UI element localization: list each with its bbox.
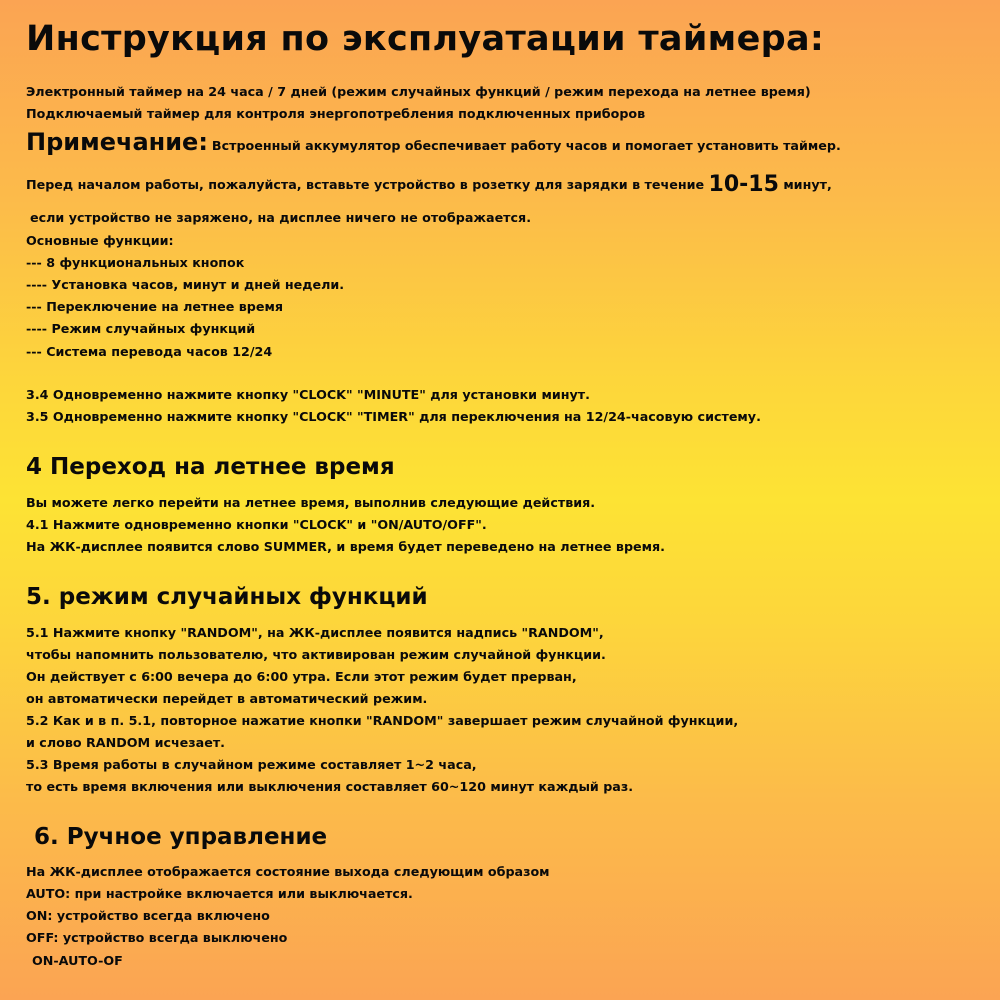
function-item: ---- Установка часов, минут и дней недели.: [26, 277, 345, 292]
note-label: Примечание:: [26, 128, 208, 156]
section-6-line: ON: устройство всегда включено: [26, 908, 270, 923]
note-text: Встроенный аккумулятор обеспечивает работу часов и помогает установить таймер.: [211, 138, 841, 153]
section-6-line: На ЖК-дисплее отображается состояние выхода следующим образом: [26, 864, 550, 879]
section-5-line: Он действует с 6:00 вечера до 6:00 утра. Если этот режим будет прерван,: [26, 669, 577, 684]
section-5-line: 5.1 Нажмите кнопку "RANDOM", на ЖК-дисплее появится надпись "RANDOM",: [26, 625, 604, 640]
section-5-line: 5.2 Как и в п. 5.1, повторное нажатие кнопки "RANDOM" завершает режим случайной функции,: [26, 713, 739, 728]
section-5-heading: 5. режим случайных функций: [26, 584, 428, 610]
section-4-heading: 4 Переход на летнее время: [26, 454, 395, 480]
section-4-line: 4.1 Нажмите одновременно кнопки "CLOCK" и "ON/AUTO/OFF".: [26, 517, 487, 532]
note-block: [26, 130, 841, 154]
functions-header: Основные функции:: [26, 233, 174, 248]
function-item: --- Переключение на летнее время: [26, 299, 283, 314]
section-5-line: то есть время включения или выключения составляет 60~120 минут каждый раз.: [26, 779, 634, 794]
section-6-line: OFF: устройство всегда выключено: [26, 930, 288, 945]
section-4-line: Вы можете легко перейти на летнее время, выполнив следующие действия.: [26, 495, 596, 510]
section-6-line: AUTO: при настройке включается или выключается.: [26, 886, 413, 901]
step-3-4: 3.4 Одновременно нажмите кнопку "CLOCK" "MINUTE" для установки минут.: [26, 387, 590, 402]
charge-text-before: Перед началом работы, пожалуйста, вставьте устройство в розетку для зарядки в течение: [26, 177, 705, 192]
charge-minutes: 10-15: [708, 172, 779, 197]
step-3-5: 3.5 Одновременно нажмите кнопку "CLOCK" "TIMER" для переключения на 12/24-часовую систему.: [26, 409, 761, 424]
charge-text-after: минут,: [783, 177, 832, 192]
section-6-line: ON-AUTO-OF: [32, 953, 123, 968]
intro-line-1: Электронный таймер на 24 часа / 7 дней (режим случайных функций / режим перехода на летнее время): [26, 84, 811, 99]
intro-line-2: Подключаемый таймер для контроля энергопотребления подключенных приборов: [26, 106, 646, 121]
function-item: --- 8 функциональных кнопок: [26, 255, 245, 270]
charge-line-1: [26, 174, 832, 196]
function-item: ---- Режим случайных функций: [26, 321, 256, 336]
section-6-heading: 6. Ручное управление: [34, 824, 328, 850]
section-5-line: 5.3 Время работы в случайном режиме составляет 1~2 часа,: [26, 757, 477, 772]
function-item: --- Система перевода часов 12/24: [26, 344, 273, 359]
section-5-line: чтобы напомнить пользователю, что активирован режим случайной функции.: [26, 647, 606, 662]
section-4-line: На ЖК-дисплее появится слово SUMMER, и время будет переведено на летнее время.: [26, 539, 665, 554]
page-title: Инструкция по эксплуатации таймера:: [26, 19, 825, 59]
charge-line-2: если устройство не заряжено, на дисплее ничего не отображается.: [30, 210, 532, 225]
section-5-line: он автоматически перейдет в автоматический режим.: [26, 691, 428, 706]
section-5-line: и слово RANDOM исчезает.: [26, 735, 226, 750]
